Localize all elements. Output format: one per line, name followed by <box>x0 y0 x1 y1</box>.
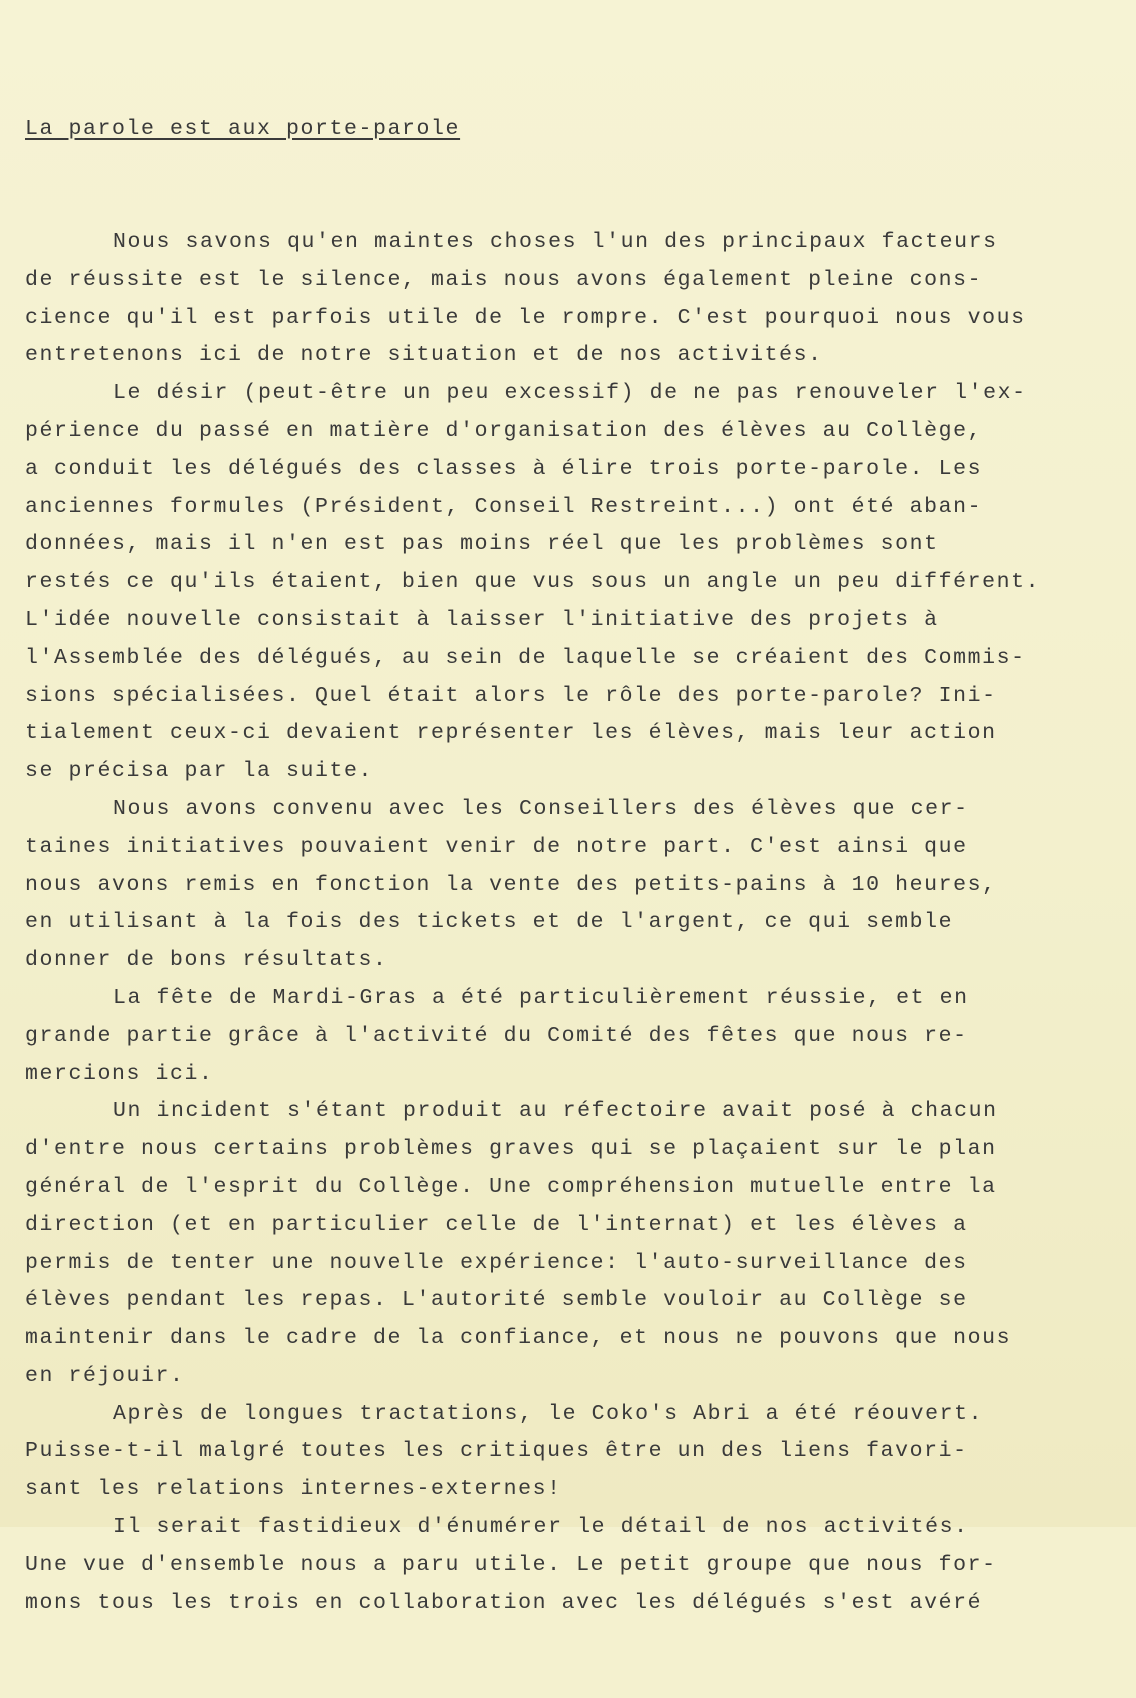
text-line: se précisa par la suite. <box>25 759 374 784</box>
text-line: Puisse-t-il malgré toutes les critiques être un des liens favori- <box>25 1439 968 1464</box>
text-line: tialement ceux-ci devaient représenter les élèves, mais leur action <box>25 721 997 746</box>
text-line: cience qu'il est parfois utile de le rompre. C'est pourquoi nous vous <box>25 305 1026 330</box>
text-line: anciennes formules (Président, Conseil Restreint...) ont été aban- <box>25 494 983 519</box>
text-line: grande partie grâce à l'activité du Comité des fêtes que nous re- <box>25 1023 968 1048</box>
text-line: Le désir (peut-être un peu excessif) de ne pas renouveler l'ex- <box>113 381 1027 406</box>
text-line: l'Assemblée des délégués, au sein de laquelle se créaient des Commis- <box>25 645 1026 670</box>
text-line: en utilisant à la fois des tickets et de l'argent, ce qui semble <box>25 910 954 935</box>
text-line: direction (et en particulier celle de l'internat) et les élèves a <box>25 1212 968 1237</box>
text-line: général de l'esprit du Collège. Une compréhension mutuelle entre la <box>25 1174 997 1199</box>
text-line: taines initiatives pouvaient venir de notre part. C'est ainsi que <box>25 834 968 859</box>
text-line: sions spécialisées. Quel était alors le rôle des porte-parole? Ini- <box>25 683 997 708</box>
text-line: Une vue d'ensemble nous a paru utile. Le petit groupe que nous for- <box>25 1552 997 1577</box>
text-line: entretenons ici de notre situation et de nos activités. <box>25 343 823 368</box>
text-line: Nous savons qu'en maintes choses l'un des principaux facteurs <box>113 229 998 254</box>
text-line: Il serait fastidieux d'énumérer le détail de nos activités. <box>113 1515 969 1540</box>
text-line: permis de tenter une nouvelle expérience: l'auto-surveillance des <box>25 1250 968 1275</box>
text-line: donner de bons résultats. <box>25 948 388 973</box>
text-line: mercions ici. <box>25 1061 214 1086</box>
text-line: élèves pendant les repas. L'autorité semble vouloir au Collège se <box>25 1288 968 1313</box>
text-line: L'idée nouvelle consistait à laisser l'initiative des projets à <box>25 607 939 632</box>
text-line: a conduit les délégués des classes à élire trois porte-parole. Les <box>25 456 983 481</box>
text-line: mons tous les trois en collaboration avec les délégués s'est avéré <box>25 1590 983 1615</box>
text-line: sant les relations internes-externes! <box>25 1477 562 1502</box>
text-line: Nous avons convenu avec les Conseillers des élèves que cer- <box>113 796 969 821</box>
document-title: La parole est aux porte-parole <box>25 116 461 141</box>
text-line: en réjouir. <box>25 1363 185 1388</box>
text-line: d'entre nous certains problèmes graves qui se plaçaient sur le plan <box>25 1137 997 1162</box>
text-line: restés ce qu'ils étaient, bien que vus sous un angle un peu différent. <box>25 570 1041 595</box>
document-body <box>25 35 1125 1698</box>
text-line: Un incident s'étant produit au réfectoire avait posé à chacun <box>113 1099 998 1124</box>
text-line: périence du passé en matière d'organisation des élèves au Collège, <box>25 418 983 443</box>
text-line: données, mais il n'en est pas moins réel que les problèmes sont <box>25 532 939 557</box>
text-line: maintenir dans le cadre de la confiance, et nous ne pouvons que nous <box>25 1326 1012 1351</box>
text-line: de réussite est le silence, mais nous avons également pleine cons- <box>25 267 983 292</box>
text-line: La fête de Mardi-Gras a été particulièrement réussie, et en <box>113 985 969 1010</box>
document-lines <box>25 224 1125 1622</box>
text-line: nous avons remis en fonction la vente des petits-pains à 10 heures, <box>25 872 997 897</box>
text-line: Après de longues tractations, le Coko's Abri a été réouvert. <box>113 1401 984 1426</box>
